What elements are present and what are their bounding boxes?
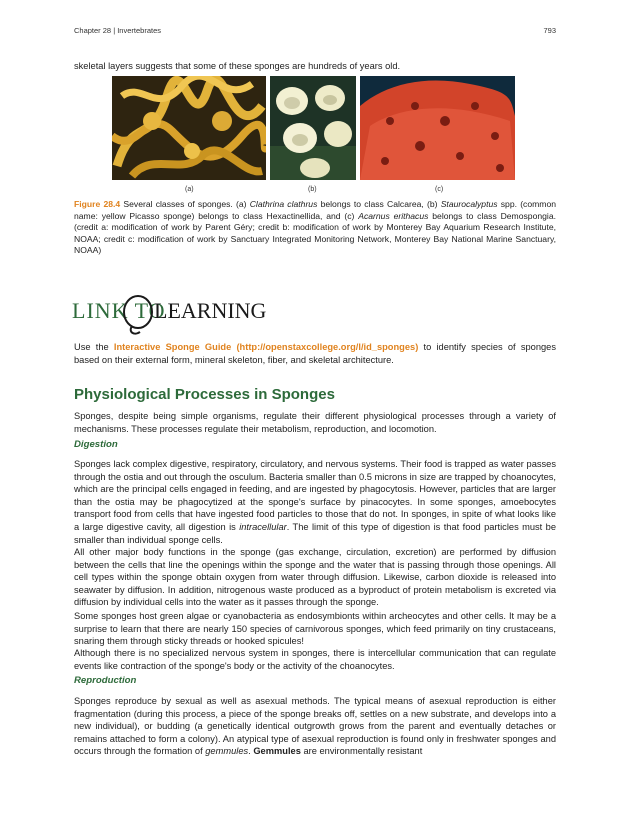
panel-label-c: (c)	[435, 186, 444, 193]
svg-text:LEARNING: LEARNING	[154, 298, 267, 323]
digestion-heading: Digestion	[74, 439, 118, 450]
reproduction-heading: Reproduction	[74, 675, 137, 686]
reproduction-paragraph-1: Sponges reproduce by sexual as well as asexual methods. The typical means of asexual reproduction is either fragmentation (during this process, a piece of the sponge breaks off, settles on a new substrate, and develops into a new individual), or budding (a genetically identical outgrowth grows from the parent and eventually detaches or remains attached to form a colony). An atypical type of asexual reproduction is found only in freshwater sponges and occurs through the formation of gemmules. Gemmules are environmentally resistant	[74, 696, 556, 757]
page-number: 793	[543, 26, 556, 35]
interactive-sponge-guide-link[interactable]: Interactive Sponge Guide (http://openstaxcollege.org/l/id_sponges)	[113, 342, 419, 352]
digestion-paragraph-2: All other major body functions in the sponge (gas exchange, circulation, excretion) are performed by diffusion between the cells that line the openings within the sponge and the water that is passing through those openings. All cell types within the sponge obtain oxygen from water through diffusion. Likewise, carbon dioxide is released into seawater by diffusion. In addition, nitrogenous waste produced as a byproduct of protein metabolism is excreted via diffusion by individual cells into the water as it passes through the sponge.	[74, 547, 556, 608]
figure-caption: Figure 28.4 Several classes of sponges. (a) Clathrina clathrus belongs to class Calcarea, (b) Staurocalyptus spp. (common name: yellow Picasso sponge) belongs to class Hexactinellida, and (c) Acarnus erithacus belongs to class Demospongia. (credit a: modification of work by Parent Géry; credit b: modification of work by Monterey Bay Aquarium Research Institute, NOAA; credit c: modification of work by Sanctuary Integrated Monitoring Network, Monterey Bay National Marine Sanctuary, NOAA)	[74, 199, 557, 255]
digestion-paragraph-1: Sponges lack complex digestive, respiratory, circulatory, and nervous systems. Their food is trapped as water passes through the ostia and out through the osculum. Bacteria smaller than 0.5 microns in size are trapped by choanocytes, which are the principal cells engaged in feeding, and are ingested by phagocytosis. However, particles that are larger than the ostia may be phagocytized at the sponge's surface by pinacocytes. In some sponges, amoebocytes transport food from cells that have ingested food particles to those that do not. In sponges, in spite of what looks like a large digestive cavity, all digestion is intracellular. The limit of this type of digestion is that food particles must be smaller than individual sponge cells.	[74, 459, 556, 545]
svg-text:LINK TO: LINK TO	[72, 298, 166, 323]
section-intro-paragraph: Sponges, despite being simple organisms, regulate their different physiological processes through a variety of mechanisms. These processes regulate their metabolism, reproduction, and locomotion.	[74, 411, 556, 434]
link-to-learning-text: Use the Interactive Sponge Guide (http://openstaxcollege.org/l/id_sponges) to identify species of sponges based on their external form, mineral skeleton, fiber, and skeletal architecture.	[74, 342, 556, 365]
photo-acarnus-erithacus	[360, 76, 515, 180]
panel-label-b: (b)	[308, 186, 317, 193]
digestion-paragraph-3: Some sponges host green algae or cyanobacteria as endosymbionts within archeocytes and other cells. It may be a surprise to learn that there are nearly 150 species of carnivorous sponges, which feed primarily on tiny crustaceans, snaring them through sticky threads or hooked spicules!	[74, 611, 556, 647]
figure-label: Figure 28.4	[74, 199, 121, 209]
photo-clathrina-clathrus	[112, 76, 266, 180]
digestion-paragraph-4: Although there is no specialized nervous system in sponges, there is intercellular communication that can regulate events like contraction of the sponge's body or the activity of the choanocytes.	[74, 648, 556, 671]
panel-label-a: (a)	[185, 186, 194, 193]
section-heading: Physiological Processes in Sponges	[74, 386, 335, 403]
photo-staurocalyptus	[270, 76, 356, 180]
intro-paragraph: skeletal layers suggests that some of these sponges are hundreds of years old.	[74, 61, 401, 71]
running-header-chapter: Chapter 28 | Invertebrates	[74, 26, 161, 35]
link-to-learning-logo	[72, 282, 272, 337]
